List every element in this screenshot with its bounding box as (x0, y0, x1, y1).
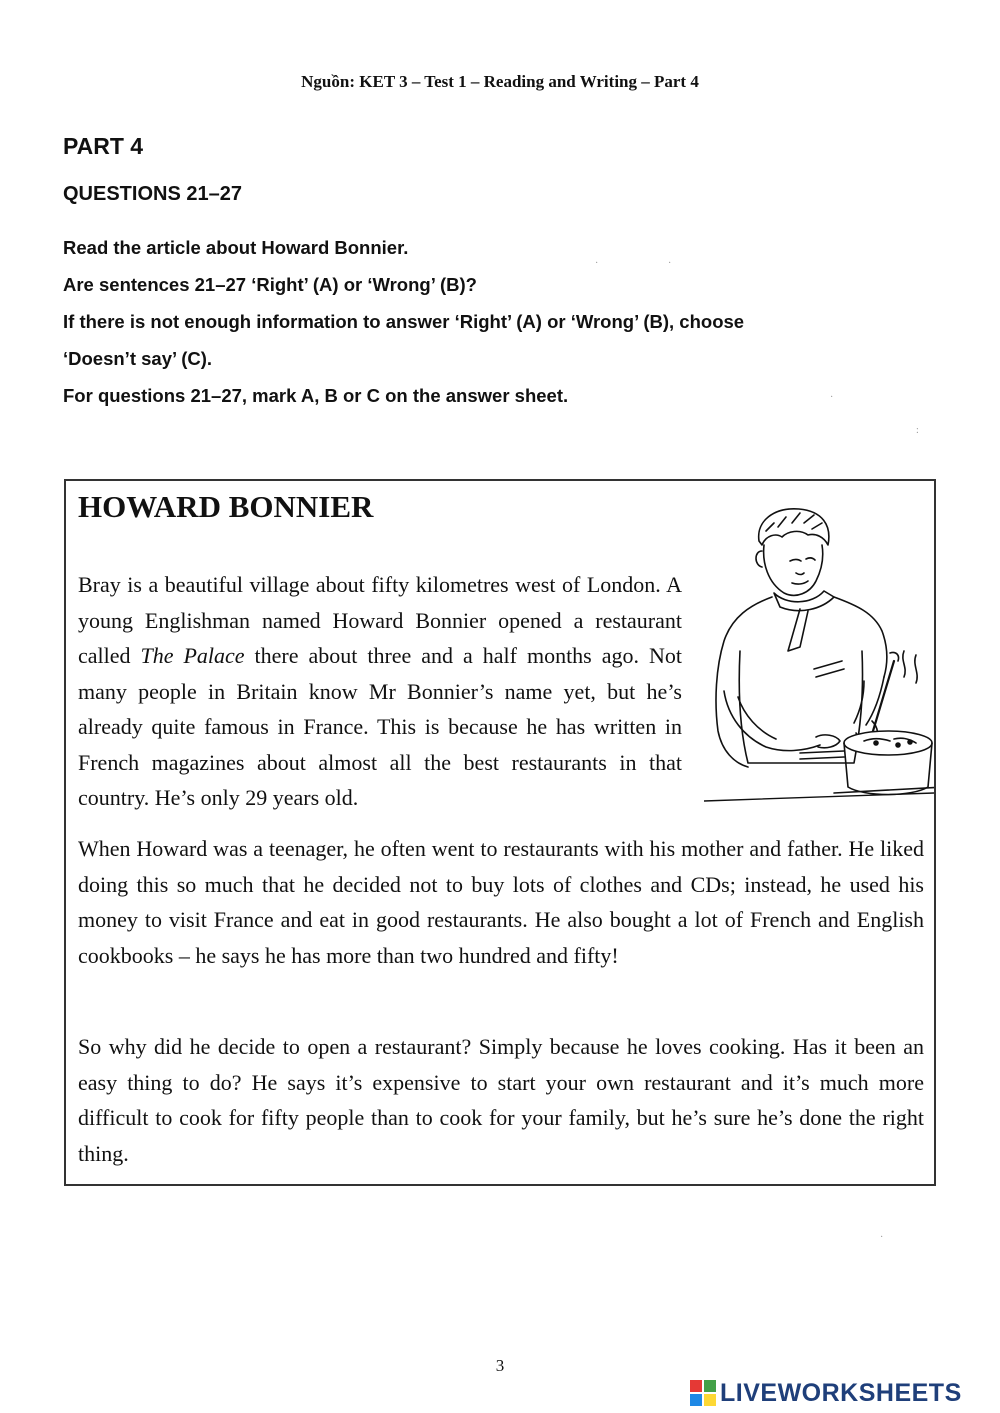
article-box (64, 479, 936, 1186)
article-paragraph-1 (78, 567, 682, 816)
restaurant-name: The Palace (140, 643, 245, 668)
instruction-line: Read the article about Howard Bonnier. (63, 237, 409, 258)
paragraph-text: there about three and a half months ago. Not many people in Britain know Mr Bonnier’s name yet, but he’s already quite famous in France. This is because he has written in French magazines about almost all the best restaurants in that country. He’s only 29 years old. (78, 643, 682, 810)
scan-speck: · (595, 258, 599, 269)
scan-speck: · (880, 1232, 884, 1243)
instruction-line: Are sentences 21–27 ‘Right’ (A) or ‘Wrong’ (B)? (63, 274, 477, 295)
instruction-line: ‘Doesn’t say’ (C). (63, 348, 213, 369)
logo-text: LIVEWORKSHEETS (720, 1378, 962, 1407)
part-title: PART 4 (63, 133, 144, 159)
liveworksheets-logo (690, 1378, 995, 1408)
paragraph-text: Bray is a beautiful village about fifty kilometres west of London. A young Englishman named Howard Bonnier opened a restaurant called (78, 572, 682, 668)
liveworksheets-logo-icon (690, 1380, 716, 1406)
source-header: Nguồn: KET 3 – Test 1 – Reading and Writing – Part 4 (301, 72, 699, 91)
instruction-line: For questions 21–27, mark A, B or C on the answer sheet. (63, 385, 569, 406)
questions-title: QUESTIONS 21–27 (63, 183, 242, 205)
page-number: 3 (495, 1356, 505, 1375)
article-paragraph-2: When Howard was a teenager, he often went to restaurants with his mother and father. He liked doing this so much that he decided not to buy lots of clothes and CDs; instead, he used his money to visit France and eat in good restaurants. He also bought a lot of French and English cookbooks – he says he has more than two hundred and fifty! (78, 836, 924, 968)
scan-speck: : (916, 425, 919, 436)
chef-cooking-illustration (704, 501, 934, 816)
article-title: HOWARD BONNIER (78, 489, 374, 524)
article-paragraph-3: So why did he decide to open a restaurant? Simply because he loves cooking. Has it been an easy thing to do? He says it’s expensive to start your own restaurant and it’s much more difficult to cook for fifty people than to cook for your family, but he’s sure he’s done the right thing. (78, 1034, 924, 1166)
instruction-line: If there is not enough information to answer ‘Right’ (A) or ‘Wrong’ (B), choose (63, 311, 745, 332)
instructions (63, 236, 863, 421)
scan-speck: · (830, 392, 834, 403)
scan-speck: · (668, 258, 672, 269)
